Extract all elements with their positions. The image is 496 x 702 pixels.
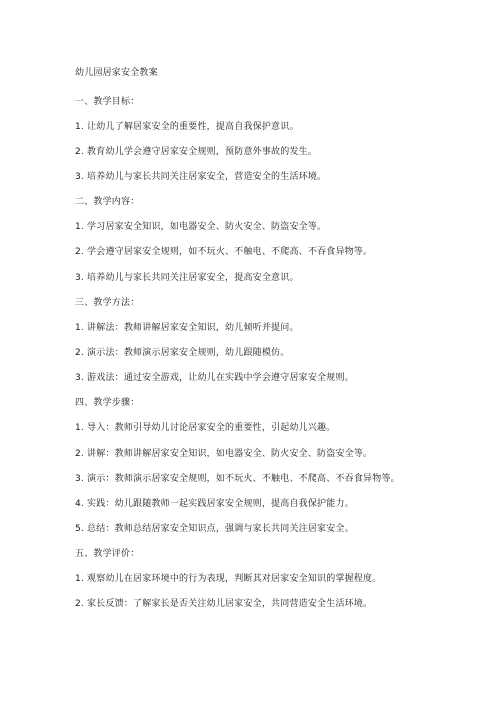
list-item: 5. 总结：教师总结居家安全知识点，强调与家长共同关注居家安全。 xyxy=(75,524,354,534)
section-heading: 二、教学内容： xyxy=(75,197,140,207)
list-item: 1. 让幼儿了解居家安全的重要性，提高自我保护意识。 xyxy=(75,122,299,132)
list-item: 2. 教育幼儿学会遵守居家安全规则，预防意外事故的发生。 xyxy=(75,147,318,157)
list-item: 2. 学会遵守居家安全规则，如不玩火、不触电、不爬高、不吞食异物等。 xyxy=(75,247,373,257)
list-item: 2. 演示法：教师演示居家安全规则，幼儿跟随模仿。 xyxy=(75,348,290,358)
list-item: 1. 学习居家安全知识，如电器安全、防火安全、防盗安全等。 xyxy=(75,222,327,232)
section-heading: 三、教学方法： xyxy=(75,298,140,308)
document-title: 幼儿园居家安全教案 xyxy=(75,68,158,78)
list-item: 1. 讲解法：教师讲解居家安全知识，幼儿倾听并提问。 xyxy=(75,323,299,333)
list-item: 3. 培养幼儿与家长共同关注居家安全，提高安全意识。 xyxy=(75,273,299,283)
list-item: 1. 导入：教师引导幼儿讨论居家安全的重要性，引起幼儿兴趣。 xyxy=(75,423,336,433)
list-item: 1. 观察幼儿在居家环境中的行为表现，判断其对居家安全知识的掌握程度。 xyxy=(75,574,382,584)
list-item: 2. 讲解：教师讲解居家安全知识，如电器安全、防火安全、防盗安全等。 xyxy=(75,449,373,459)
section-heading: 一、教学目标： xyxy=(75,97,140,107)
list-item: 4. 实践：幼儿跟随教师一起实践居家安全规则，提高自我保护能力。 xyxy=(75,499,354,509)
list-item: 3. 培养幼儿与家长共同关注居家安全，营造安全的生活环境。 xyxy=(75,172,327,182)
list-item: 3. 演示：教师演示居家安全规则，如不玩火、不触电、不爬高、不吞食异物等。 xyxy=(75,474,400,484)
section-heading: 四、教学步骤： xyxy=(75,398,140,408)
section-heading: 五、教学评价： xyxy=(75,549,140,559)
list-item: 3. 游戏法：通过安全游戏，让幼儿在实践中学会遵守居家安全规则。 xyxy=(75,373,354,383)
list-item: 2. 家长反馈：了解家长是否关注幼儿居家安全，共同营造安全生活环境。 xyxy=(75,599,373,609)
